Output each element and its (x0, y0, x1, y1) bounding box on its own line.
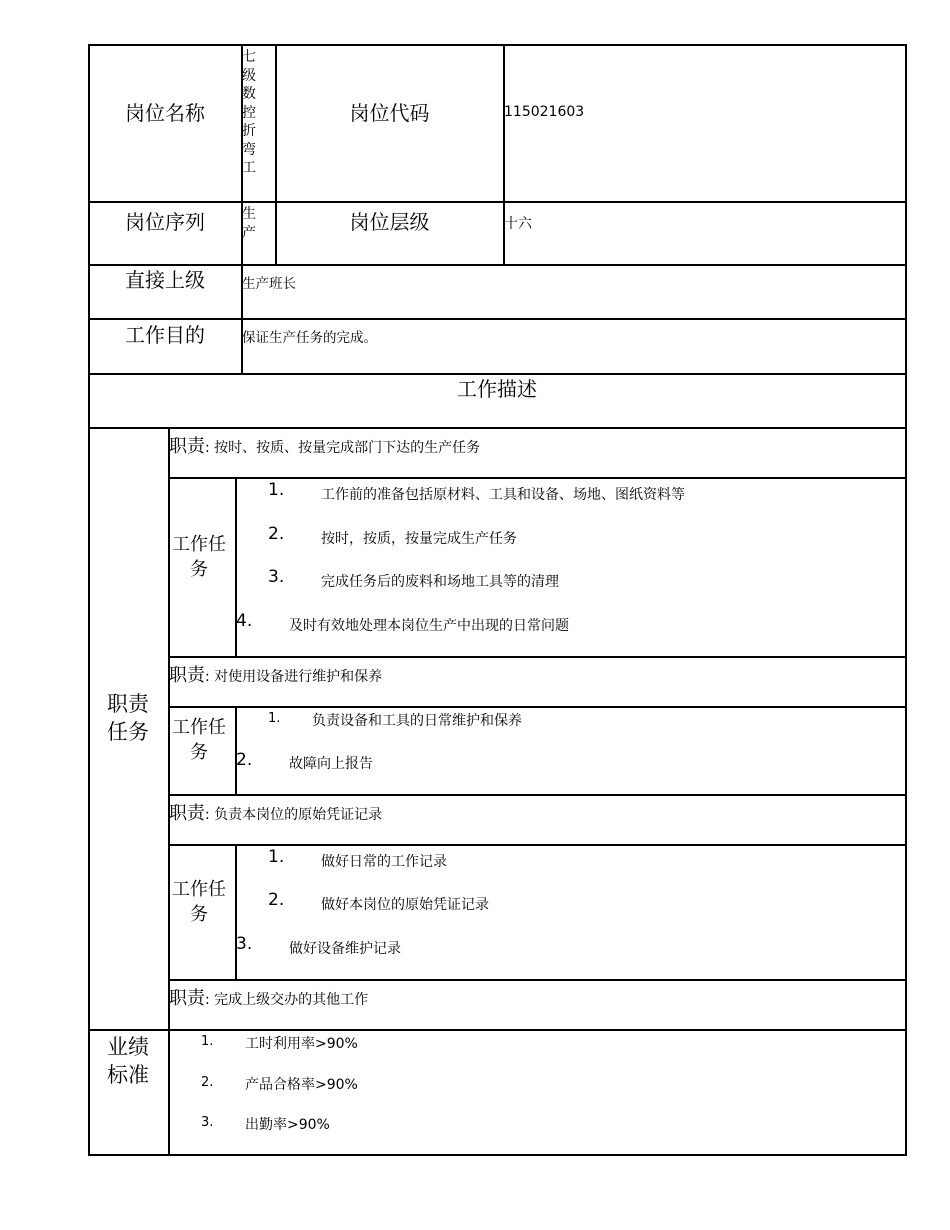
superior-label: 直接上级 (125, 268, 205, 292)
task-text: 做好日常的工作记录 (321, 854, 447, 870)
duty-text: 按时、按质、按量完成部门下达的生产任务 (214, 440, 481, 456)
post-name-label: 岗位名称 (125, 101, 205, 125)
duty-text: 对使用设备进行维护和保养 (214, 669, 383, 685)
task-number: 1. (268, 480, 285, 500)
row-divider (168, 844, 907, 846)
description-title: 工作描述 (457, 377, 537, 401)
post-series-value: 生产 (242, 206, 256, 241)
duty-text: 负责本岗位的原始凭证记录 (214, 807, 383, 823)
task-number: 1. (268, 711, 281, 726)
task-text: 做好设备维护记录 (289, 941, 401, 957)
duty-heading (169, 799, 382, 825)
purpose-value: 保证生产任务的完成。 (242, 330, 377, 346)
duty-colon: : (205, 992, 215, 1008)
task-label: 工作任务 (172, 879, 226, 925)
task-text: 故障向上报告 (289, 756, 373, 772)
row-divider (168, 794, 907, 796)
row-divider (88, 318, 907, 320)
duties-label: 职责任务 (107, 692, 149, 744)
task-number: 1. (268, 847, 285, 867)
performance-number: 1. (201, 1034, 214, 1049)
row-divider (88, 1029, 907, 1031)
task-text: 做好本岗位的原始凭证记录 (321, 897, 489, 913)
performance-item: 工时利用率>90% (245, 1036, 358, 1052)
post-code-label: 岗位代码 (349, 101, 430, 125)
duty-colon: : (205, 440, 215, 456)
performance-label: 业绩标准 (107, 1035, 149, 1087)
task-number: 2. (236, 750, 253, 770)
duty-prefix: 职责 (169, 988, 205, 1009)
duty-prefix: 职责 (169, 665, 205, 686)
duty-colon: : (205, 807, 215, 823)
duty-colon: : (205, 669, 215, 685)
task-text: 工作前的准备包括原材料、工具和设备、场地、图纸资料等 (321, 487, 685, 503)
post-level-value: 十六 (504, 216, 532, 232)
task-number: 3. (268, 567, 285, 587)
row-divider (168, 656, 907, 658)
duty-heading (169, 432, 480, 458)
duty-prefix: 职责 (169, 436, 205, 457)
row-divider (88, 427, 907, 429)
post-name-value: 七级数控折弯工 (242, 49, 256, 176)
post-series-label: 岗位序列 (125, 210, 205, 234)
task-text: 及时有效地处理本岗位生产中出现的日常问题 (289, 618, 569, 634)
purpose-label: 工作目的 (125, 323, 205, 347)
performance-number: 2. (201, 1075, 214, 1090)
post-level-label: 岗位层级 (349, 210, 430, 234)
task-text: 负责设备和工具的日常维护和保养 (312, 713, 522, 729)
row-divider (168, 979, 907, 981)
task-number: 2. (268, 524, 285, 544)
row-divider (168, 706, 907, 708)
task-label: 工作任务 (172, 534, 226, 580)
task-number: 2. (268, 890, 285, 910)
duty-prefix: 职责 (169, 803, 205, 824)
table-border-right (905, 44, 907, 1155)
task-number: 3. (236, 934, 253, 954)
table-border-bottom (88, 1154, 907, 1156)
performance-number: 3. (201, 1115, 214, 1130)
task-number: 4. (236, 611, 253, 631)
task-label: 工作任务 (172, 717, 226, 763)
superior-value: 生产班长 (242, 276, 296, 292)
row-divider (168, 477, 907, 479)
performance-item: 出勤率>90% (245, 1117, 330, 1133)
post-code-value: 115021603 (504, 104, 585, 120)
task-text: 完成任务后的废料和场地工具等的清理 (321, 574, 559, 590)
duty-heading (169, 984, 368, 1010)
row-divider (88, 201, 907, 203)
duty-heading (169, 661, 382, 687)
performance-item: 产品合格率>90% (245, 1077, 358, 1093)
duty-text: 完成上级交办的其他工作 (214, 992, 369, 1008)
col-divider (235, 844, 237, 980)
task-text: 按时，按质，按量完成生产任务 (321, 531, 517, 547)
